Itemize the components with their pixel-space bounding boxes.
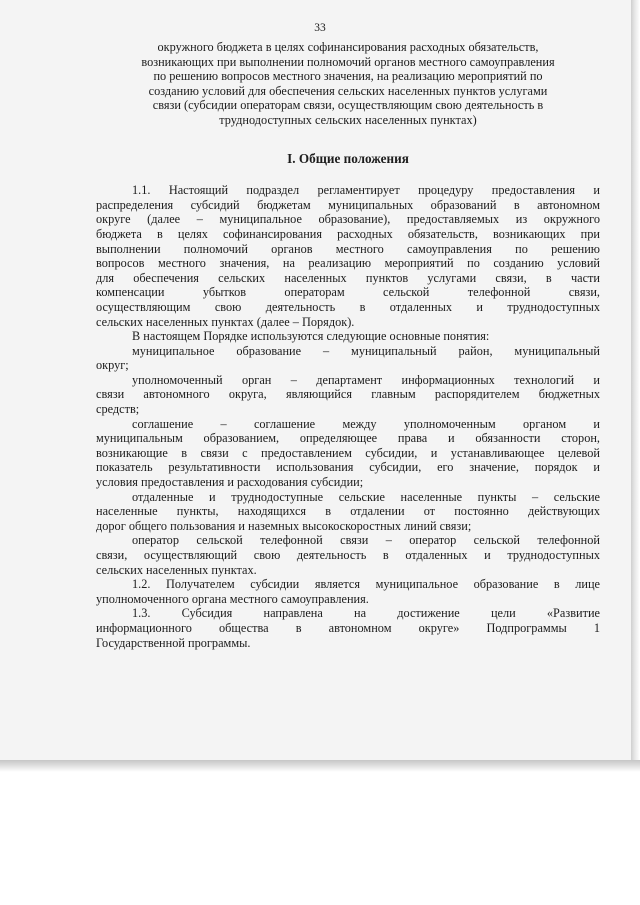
body-line: уполномоченный орган – департамент информационных технологий и xyxy=(132,372,600,387)
body-line: уполномоченного органа местного самоуправления. xyxy=(96,591,369,606)
body-line: возникающие в связи с предоставлением субсидии, и устанавливающее целевой xyxy=(96,445,600,460)
body-line: оператор сельской телефонной связи – оператор сельской телефонной xyxy=(132,533,600,548)
body-line: условия предоставления и расходования субсидии; xyxy=(96,475,364,490)
body-line: осуществляющим свою деятельность в отдаленных и труднодоступных xyxy=(96,299,600,314)
body-line: показатель результативности использования субсидии, его значение, порядок и xyxy=(96,460,600,475)
document-content xyxy=(96,40,600,650)
body-line: 1.1. Настоящий подраздел регламентирует процедуру предоставления и xyxy=(132,183,600,198)
body-line: муниципальным образованием, определяющее права и обязанности сторон, xyxy=(96,431,600,446)
body-line: для обеспечения сельских населенных пунктов услугами связи, в части xyxy=(96,270,600,285)
body-line: Государственной программы. xyxy=(96,635,251,650)
body-line: округе (далее – муниципальное образование), предоставляемых из окружного xyxy=(96,212,600,227)
body-line: компенсации убытков операторам сельской телефонной связи, xyxy=(96,285,600,300)
body-line: бюджета в целях софинансирования расходных обязательств, возникающих при xyxy=(96,226,600,241)
body-line: соглашение – соглашение между уполномоченным органом и xyxy=(132,416,600,431)
body-line: вопросов местного значения, на реализацию мероприятий по созданию условий xyxy=(96,256,600,271)
title-line: возникающих при выполнении полномочий органов местного самоуправления xyxy=(141,54,555,69)
body-line: муниципальное образование – муниципальный район, муниципальный xyxy=(132,343,600,358)
body-line: распределения субсидий бюджетам муниципальных образований в автономном xyxy=(96,197,600,212)
body-line: связи, осуществляющий свою деятельность в отдаленных и труднодоступных xyxy=(96,548,600,562)
title-line: связи (субсидии операторам связи, осуществляющим свою деятельность в xyxy=(152,98,544,113)
section-heading: I. Общие положения xyxy=(287,150,409,166)
page-edge-shadow-right xyxy=(631,0,640,770)
page-number: 33 xyxy=(314,22,326,34)
body-line: отдаленные и труднодоступные сельские населенные пункты – сельские xyxy=(132,489,600,504)
title-line: окружного бюджета в целях софинансирования расходных обязательств, xyxy=(157,40,539,54)
title-line: труднодоступных сельских населенных пунктах) xyxy=(219,112,477,127)
body-line: 1.2. Получателем субсидии является муниципальное образование в лице xyxy=(132,577,600,592)
title-line: по решению вопросов местного значения, на реализацию мероприятий по xyxy=(153,69,543,84)
body-line: В настоящем Порядке используются следующие основные понятия: xyxy=(132,329,490,344)
body-line: связи автономного округа, являющийся главным распорядителем бюджетных xyxy=(96,387,600,402)
body-line: информационного общества в автономном округе» Подпрограммы 1 xyxy=(96,620,600,635)
document-title xyxy=(96,40,600,128)
page-edge-shadow-bottom xyxy=(0,760,640,772)
body-line: округ; xyxy=(96,358,129,373)
body-line: 1.3. Субсидия направлена на достижение цели «Развитие xyxy=(132,606,600,621)
body-text xyxy=(96,183,600,650)
body-line: выполнении полномочий органов местного самоуправления по решению xyxy=(96,241,600,256)
title-line: созданию условий для обеспечения сельских населенных пунктов услугами xyxy=(148,83,548,98)
body-line: средств; xyxy=(96,402,140,417)
body-line: сельских населенных пунктах (далее – Порядок). xyxy=(96,314,355,329)
body-line: дорог общего пользования и наземных высокоскоростных линий связи; xyxy=(96,518,472,533)
body-line: населенные пункты, находящихся в отдалении от постоянно действующих xyxy=(96,504,600,519)
body-line: сельских населенных пунктах. xyxy=(96,562,257,577)
